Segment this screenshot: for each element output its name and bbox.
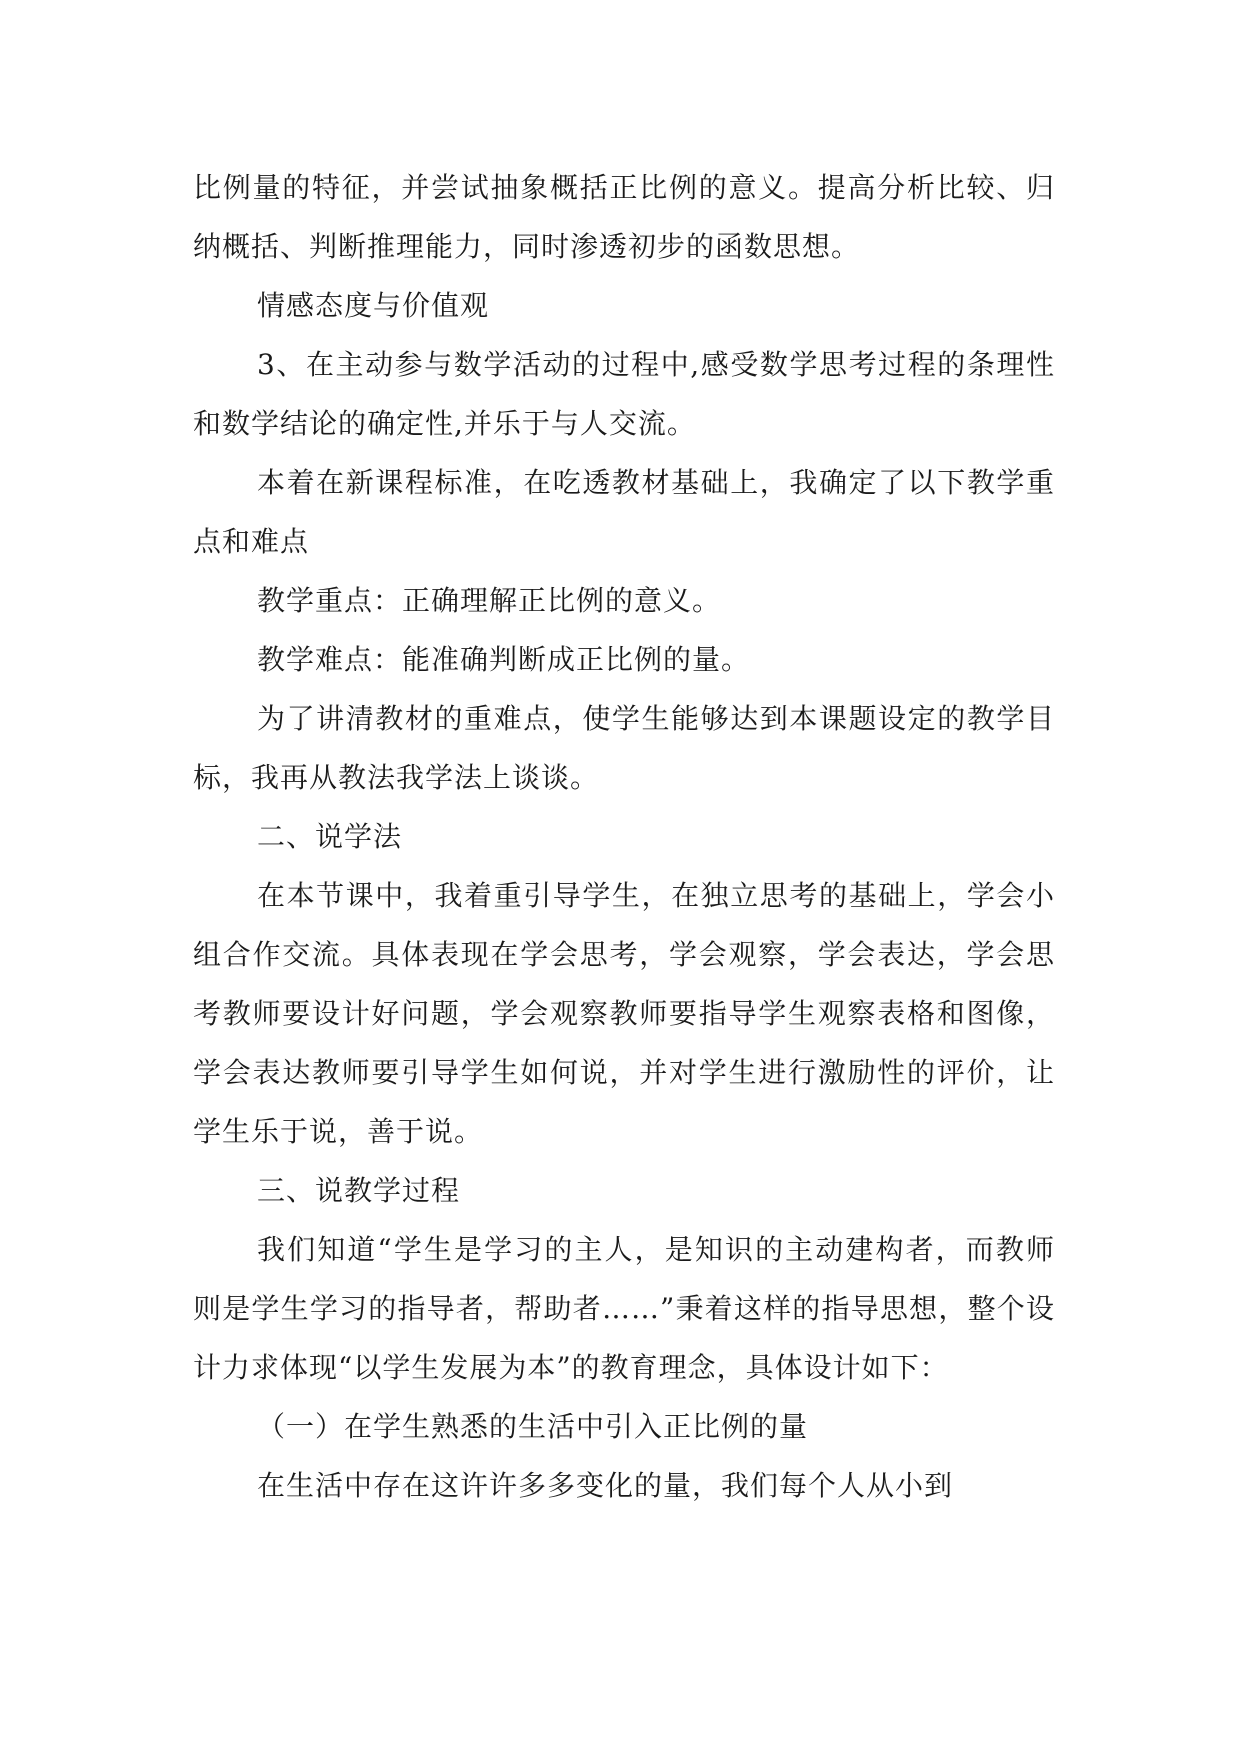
- subheading-introduce-proportion: （一）在学生熟悉的生活中引入正比例的量: [257, 1410, 809, 1443]
- paragraph-key-points-intro: 本着在新课程标准，在吃透教材基础上，我确定了以下教学重点和难点: [193, 466, 1055, 558]
- paragraph-teaching-focus: 教学重点：正确理解正比例的意义。: [257, 584, 722, 617]
- heading-emotion-attitude-values: 情感态度与价值观: [257, 289, 490, 322]
- paragraph-life-quantities: 在生活中存在这许许多多变化的量，我们每个人从小到: [257, 1469, 954, 1502]
- document-page: [193, 158, 1055, 1515]
- paragraph-objective-continuation: 比例量的特征，并尝试抽象概括正比例的意义。提高分析比较、归纳概括、判断推理能力，同时渗透初步的函数思想。: [193, 171, 1055, 263]
- paragraph-methods-transition: 为了讲清教材的重难点，使学生能够达到本课题设定的教学目标，我再从教法我学法上谈谈。: [193, 702, 1055, 794]
- paragraph-teaching-philosophy: 我们知道“学生是学习的主人，是知识的主动建构者，而教师则是学生学习的指导者，帮助者……”秉着这样的指导思想，整个设计力求体现“以学生发展为本”的教育理念，具体设计如下：: [193, 1233, 1055, 1384]
- section-heading-teaching-process: 三、说教学过程: [257, 1174, 461, 1207]
- paragraph-objective-3: 3、在主动参与数学活动的过程中,感受数学思考过程的条理性和数学结论的确定性,并乐于与人交流。: [193, 348, 1055, 440]
- paragraph-learning-methods: 在本节课中，我着重引导学生，在独立思考的基础上，学会小组合作交流。具体表现在学会思考，学会观察，学会表达，学会思考教师要设计好问题，学会观察教师要指导学生观察表格和图像，学会表达教师要引导学生如何说，并对学生进行激励性的评价，让学生乐于说，善于说。: [193, 879, 1055, 1148]
- paragraph-teaching-difficulty: 教学难点：能准确判断成正比例的量。: [257, 643, 751, 676]
- section-heading-learning-methods: 二、说学法: [257, 820, 403, 853]
